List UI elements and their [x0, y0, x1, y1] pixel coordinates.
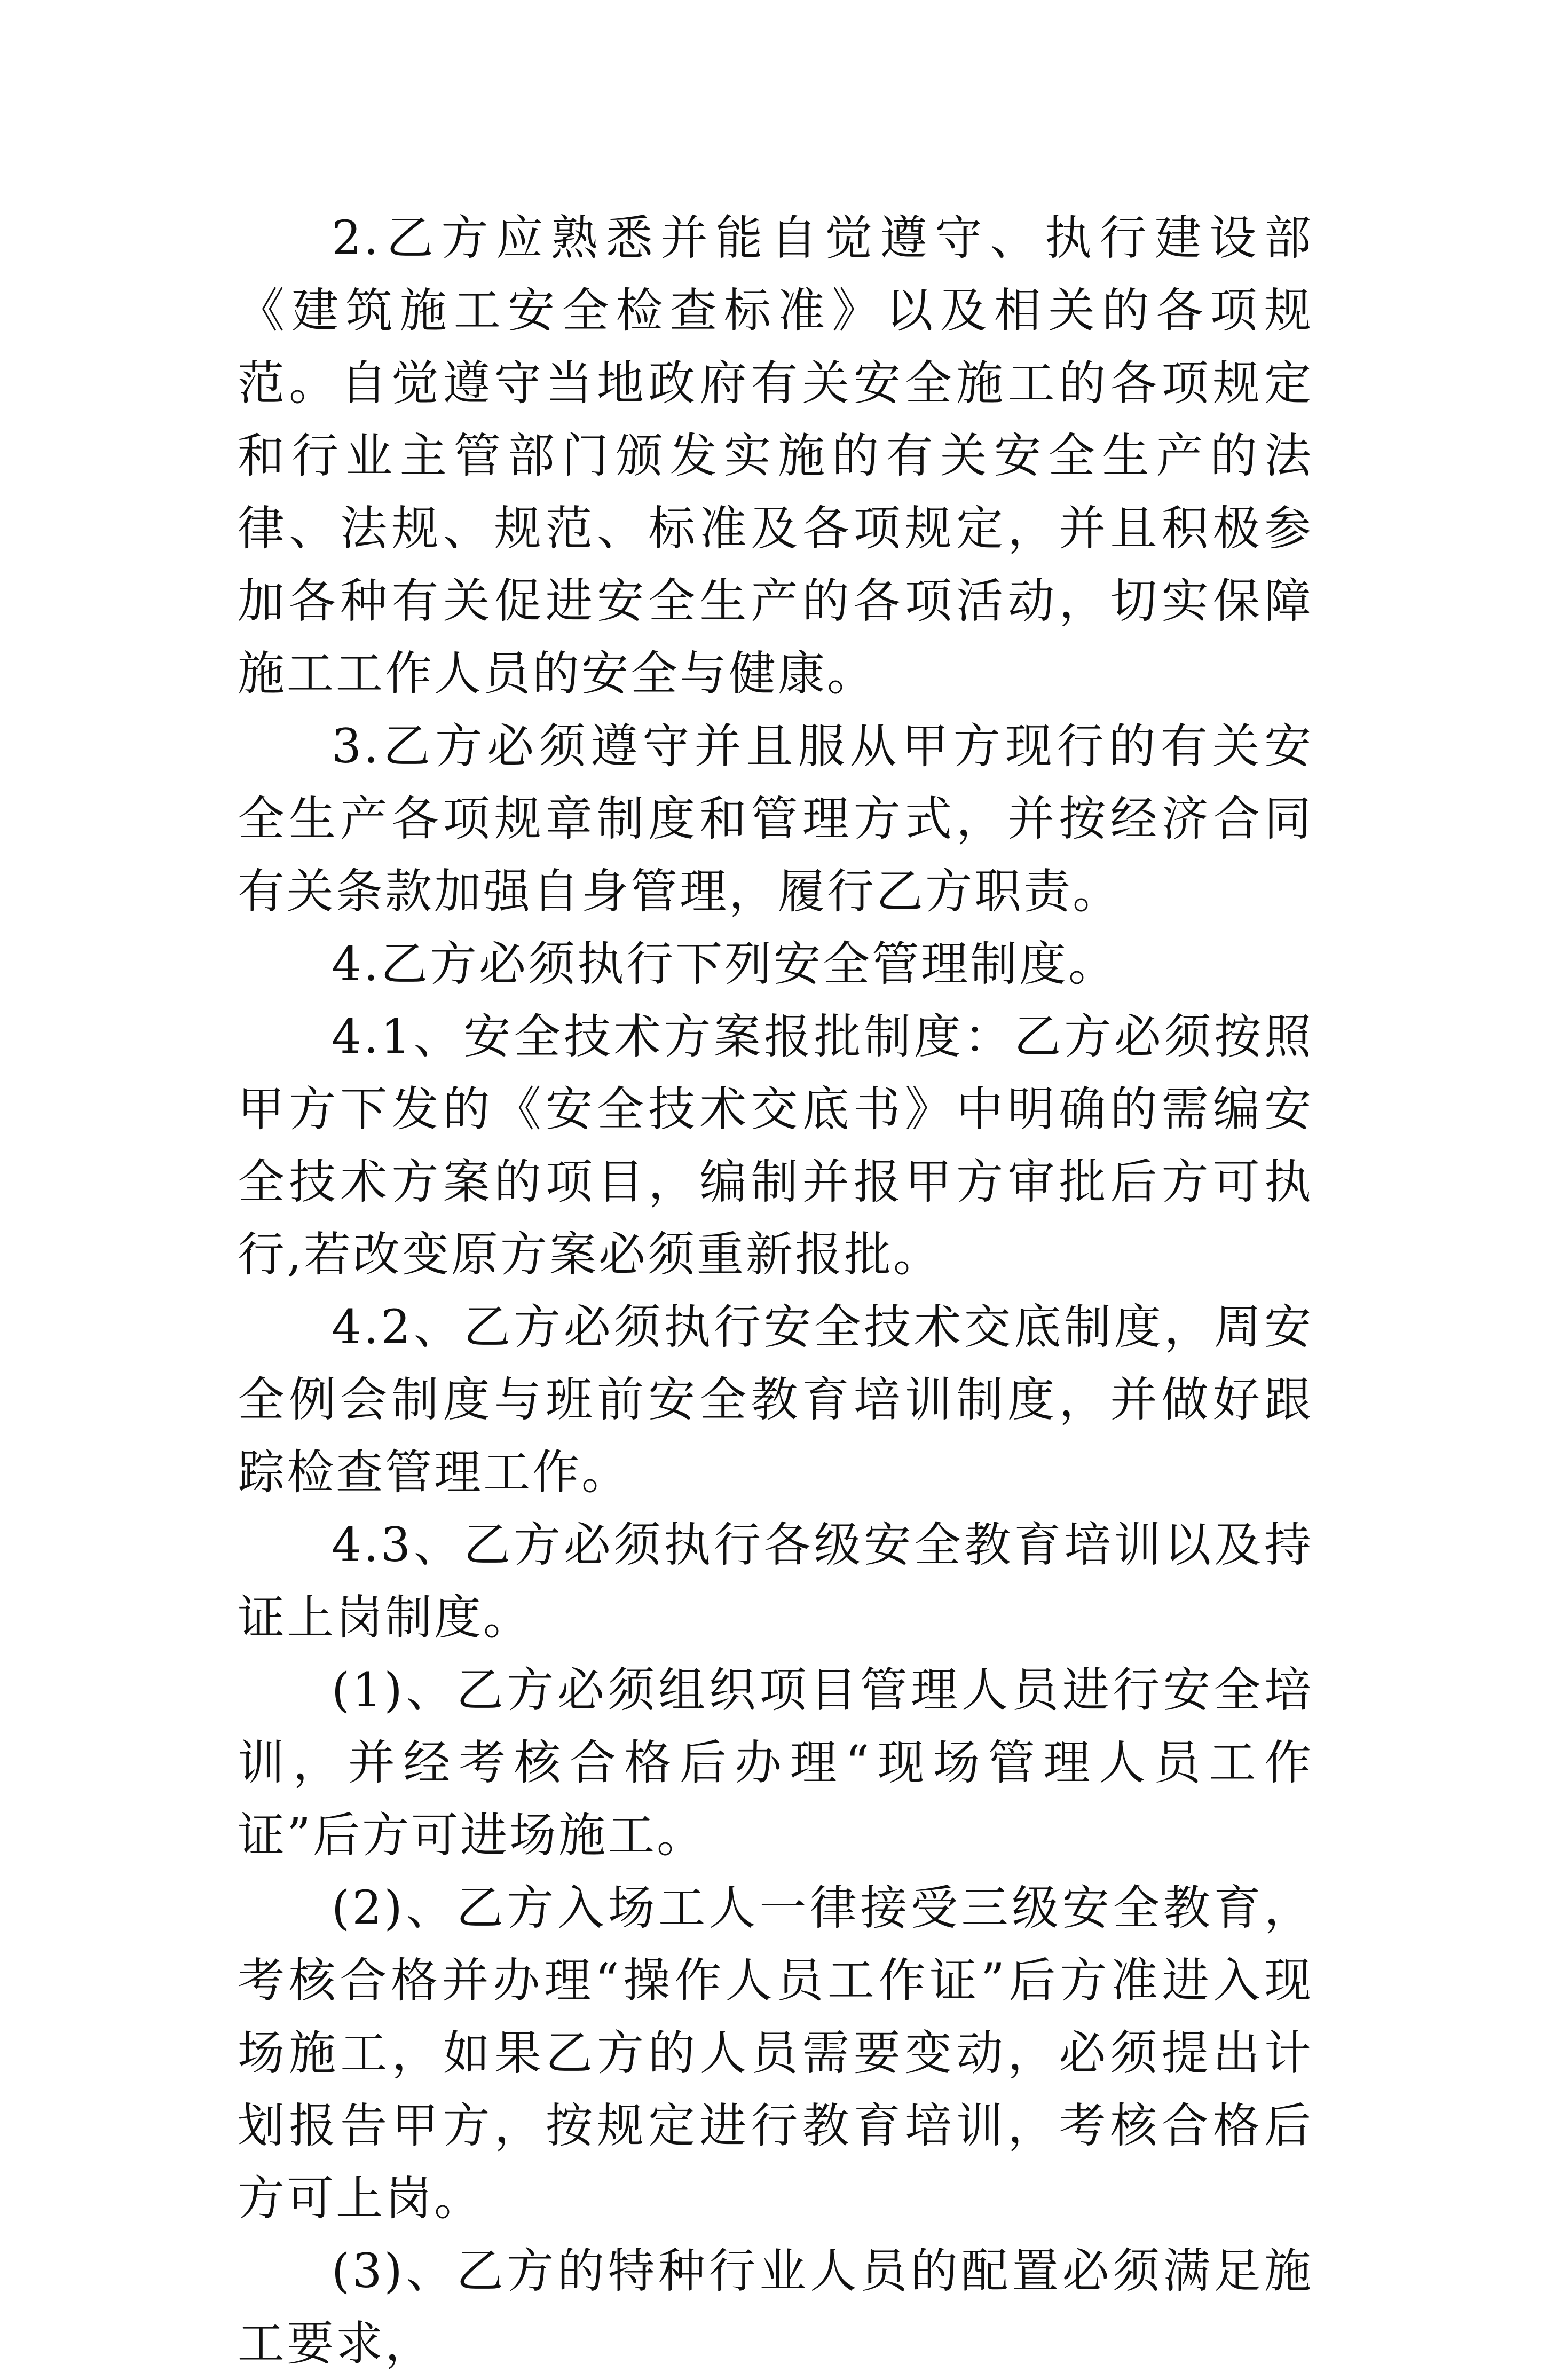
paragraph-4-3: 4.3、乙方必须执行各级安全教育培训以及持证上岗制度。 [238, 1517, 1313, 1645]
paragraph-4: 4.乙方必须执行下列安全管理制度。 [332, 936, 1117, 991]
paragraph-2: 2.乙方应熟悉并能自觉遵守、执行建设部《建筑施工安全检查标准》以及相关的各项规范。自觉遵守当地政府有关安全施工的各项规定和行业主管部门颁发实施的有关安全生产的法律、法规、规范、标准及各项规定，并且积极参加各种有关促进安全生产的各项活动，切实保障施工工作人员的安全与健康。 [238, 210, 1313, 701]
paragraph-4-2: 4.2、乙方必须执行安全技术交底制度，周安全例会制度与班前安全教育培训制度，并做好跟踪检查管理工作。 [238, 1299, 1313, 1500]
paragraph-4-1: 4.1、安全技术方案报批制度：乙方必须按照甲方下发的《安全技术交底书》中明确的需编安全技术方案的项目，编制并报甲方审批后方可执行,若改变原方案必须重新报批。 [238, 1009, 1313, 1282]
paragraph-item-3: (3)、乙方的特种行业人员的配置必须满足施工要求， [238, 2243, 1313, 2371]
paragraph-item-1: (1)、乙方必须组织项目管理人员进行安全培训，并经考核合格后办理“现场管理人员工作证”后方可进场施工。 [238, 1662, 1313, 1863]
paragraph-3: 3.乙方必须遵守并且服从甲方现行的有关安全生产各项规章制度和管理方式，并按经济合同有关条款加强自身管理，履行乙方职责。 [238, 719, 1313, 919]
document-body [238, 202, 1313, 2380]
paragraph-item-2: (2)、乙方入场工人一律接受三级安全教育，考核合格并办理“操作人员工作证”后方准进入现场施工，如果乙方的人员需要变动，必须提出计划报告甲方，按规定进行教育培训，考核合格后方可上岗。 [238, 1880, 1313, 2226]
